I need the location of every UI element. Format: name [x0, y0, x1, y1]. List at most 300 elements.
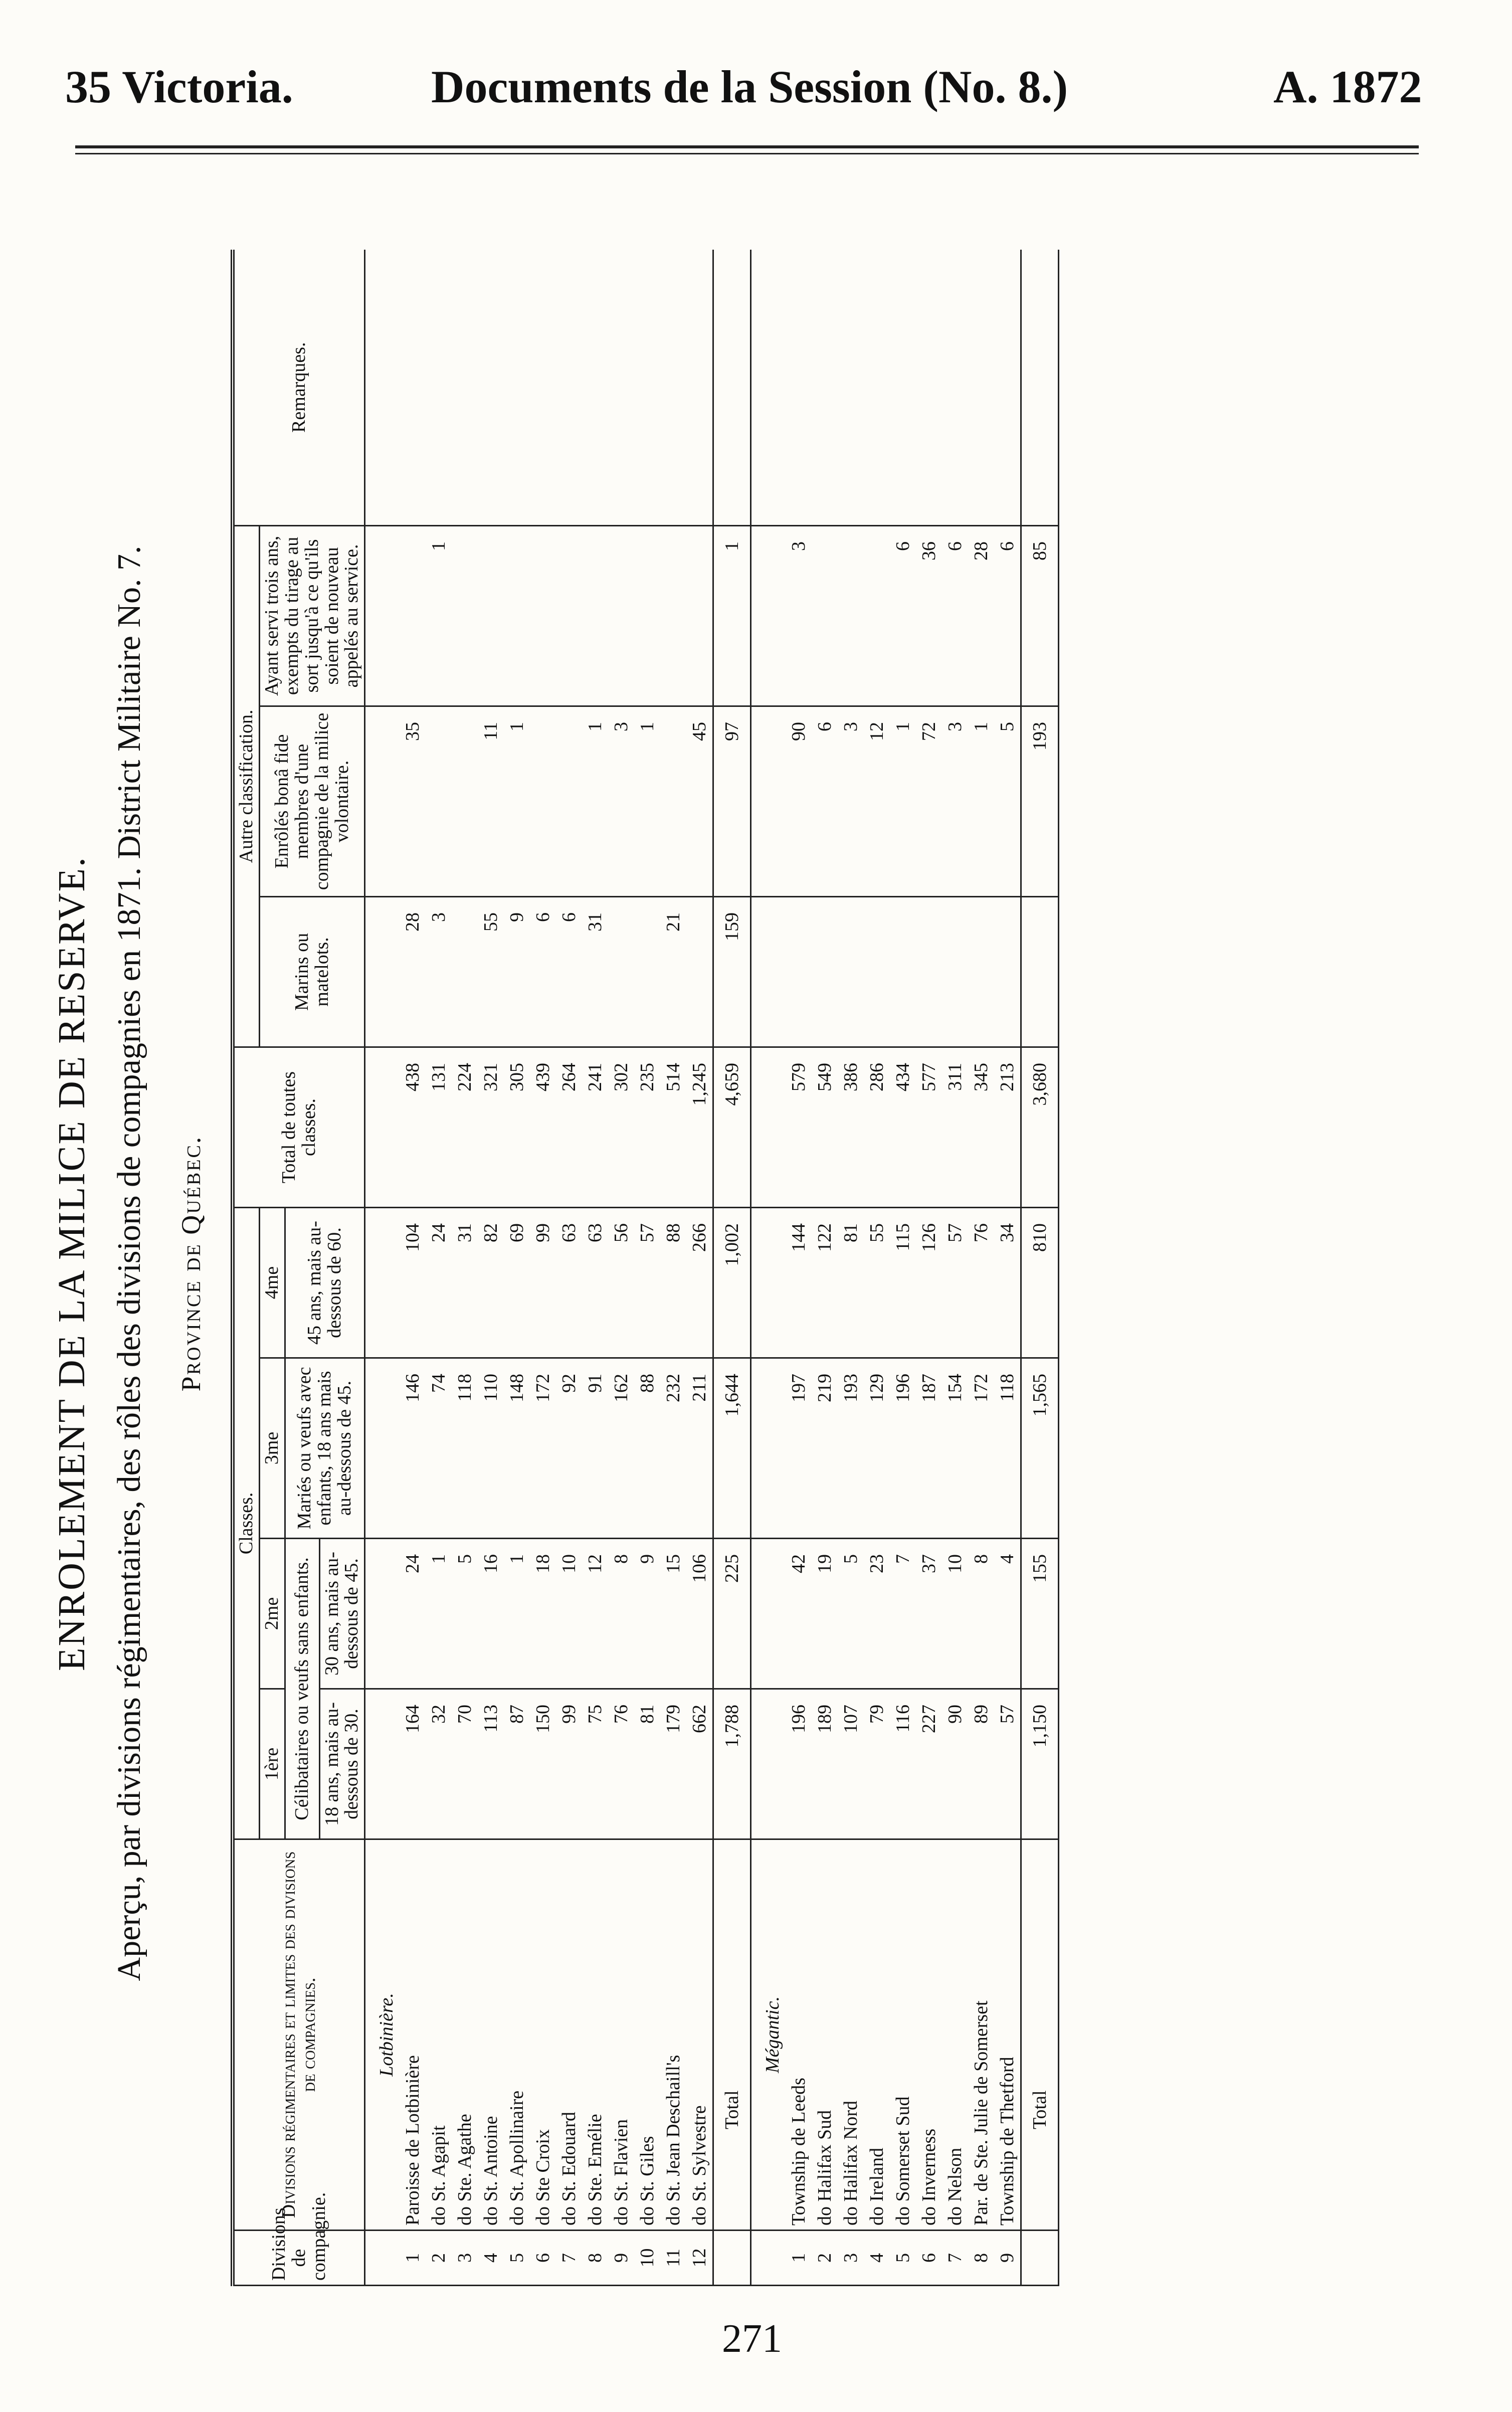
cell-enr: 90	[786, 706, 812, 897]
remarks-cell	[864, 250, 890, 525]
cell-ay: 1	[426, 525, 452, 706]
division-number: 3	[838, 2231, 864, 2286]
remarks-cell	[713, 250, 751, 525]
cell-c2: 16	[478, 1539, 504, 1689]
table-row	[660, 250, 686, 2285]
cell-c3: 74	[426, 1358, 452, 1539]
cell-ay	[812, 525, 838, 706]
cell-c2: 15	[660, 1539, 686, 1689]
classes-header: Classes.	[233, 1208, 259, 1839]
remarks-cell	[634, 250, 660, 525]
class1-header: 1ère	[259, 1689, 285, 1839]
cell-mar	[916, 897, 942, 1047]
table-body	[365, 250, 1059, 2285]
division-name: do Ste. Emélie	[582, 1839, 608, 2231]
remarks-cell	[994, 250, 1021, 525]
cell-tot: 131	[426, 1047, 452, 1208]
cell-tot: 305	[504, 1047, 530, 1208]
empty-cell	[751, 1208, 786, 1358]
total-tot: 4,659	[713, 1047, 751, 1208]
division-name: Township de Leeds	[786, 1839, 812, 2231]
cell-enr: 11	[478, 706, 504, 897]
remarks-cell	[916, 250, 942, 525]
cell-c2: 10	[942, 1539, 968, 1689]
header-rule	[75, 145, 1419, 148]
cell-c3: 146	[400, 1358, 426, 1539]
cell-c1: 179	[660, 1689, 686, 1839]
division-number: 9	[608, 2231, 634, 2286]
header-session: 35 Victoria.	[65, 61, 293, 112]
total-enr: 193	[1021, 706, 1059, 897]
cell-ay: 6	[890, 525, 916, 706]
cell-tot: 321	[478, 1047, 504, 1208]
cell-c3: 196	[890, 1358, 916, 1539]
total-c4: 1,002	[713, 1208, 751, 1358]
header-year: A. 1872	[1273, 61, 1422, 112]
cell-enr: 1	[890, 706, 916, 897]
cell-c1: 90	[942, 1689, 968, 1839]
cell-mar	[786, 897, 812, 1047]
table-row	[916, 250, 942, 2285]
division-number: 4	[478, 2231, 504, 2286]
empty-cell	[365, 1047, 400, 1208]
cell-enr: 5	[994, 706, 1021, 897]
cell-mar: 6	[556, 897, 582, 1047]
col-remarques-header: Remarques.	[233, 250, 365, 525]
class12-desc: Célibataires ou veufs sans enfants.	[285, 1539, 319, 1839]
cell-tot: 579	[786, 1047, 812, 1208]
remarks-cell	[582, 250, 608, 525]
col-names-header: Divisions régimentaires et limites des divisions de compagnies.	[233, 1839, 365, 2231]
cell-tot: 345	[968, 1047, 994, 1208]
cell-c4: 88	[660, 1208, 686, 1358]
division-number: 7	[556, 2231, 582, 2286]
cell-c1: 89	[968, 1689, 994, 1839]
total-c1: 1,150	[1021, 1689, 1059, 1839]
empty-cell	[751, 525, 786, 706]
cell-c3: 172	[530, 1358, 556, 1539]
division-number: 8	[968, 2231, 994, 2286]
remarks-cell	[530, 250, 556, 525]
cell-c4: 69	[504, 1208, 530, 1358]
cell-mar: 28	[400, 897, 426, 1047]
cell-enr	[660, 706, 686, 897]
cell-enr: 1	[634, 706, 660, 897]
cell-c4: 266	[686, 1208, 713, 1358]
remarks-cell	[786, 250, 812, 525]
total-label: Total	[713, 1839, 751, 2231]
remarks-cell	[686, 250, 713, 525]
class2-header: 2me	[259, 1539, 285, 1689]
cell-enr: 1	[582, 706, 608, 897]
class3-desc: Mariés ou veufs avec enfants, 18 ans mais au-dessous de 45.	[285, 1358, 365, 1539]
cell-tot: 241	[582, 1047, 608, 1208]
empty-cell	[1021, 2231, 1059, 2286]
total-c3: 1,644	[713, 1358, 751, 1539]
cell-c3: 172	[968, 1358, 994, 1539]
division-name: do St. Flavien	[608, 1839, 634, 2231]
division-name: do Ste Croix	[530, 1839, 556, 2231]
cell-enr: 72	[916, 706, 942, 897]
cell-c4: 76	[968, 1208, 994, 1358]
table-row	[426, 250, 452, 2285]
empty-cell	[751, 706, 786, 897]
table-row	[838, 250, 864, 2285]
cell-c3: 88	[634, 1358, 660, 1539]
cell-mar: 6	[530, 897, 556, 1047]
division-name: do St. Jean Deschaill's	[660, 1839, 686, 2231]
cell-mar	[608, 897, 634, 1047]
table-row	[504, 250, 530, 2285]
cell-enr: 3	[608, 706, 634, 897]
remarks-cell	[942, 250, 968, 525]
empty-cell	[751, 1047, 786, 1208]
cell-c2: 9	[634, 1539, 660, 1689]
cell-c3: 187	[916, 1358, 942, 1539]
cell-c1: 81	[634, 1689, 660, 1839]
cell-tot: 213	[994, 1047, 1021, 1208]
cell-mar: 21	[660, 897, 686, 1047]
cell-ay: 36	[916, 525, 942, 706]
cell-ay	[838, 525, 864, 706]
remarks-cell	[968, 250, 994, 525]
cell-tot: 311	[942, 1047, 968, 1208]
cell-c2: 18	[530, 1539, 556, 1689]
cell-c2: 8	[608, 1539, 634, 1689]
empty-cell	[365, 1689, 400, 1839]
cell-c4: 82	[478, 1208, 504, 1358]
cell-c3: 193	[838, 1358, 864, 1539]
division-name: do Halifax Nord	[838, 1839, 864, 2231]
cell-mar	[942, 897, 968, 1047]
table-row	[942, 250, 968, 2285]
empty-cell	[365, 2231, 400, 2286]
total-enr: 97	[713, 706, 751, 897]
empty-cell	[751, 1689, 786, 1839]
table-row	[890, 250, 916, 2285]
cell-c3: 91	[582, 1358, 608, 1539]
division-number: 1	[400, 2231, 426, 2286]
cell-tot: 549	[812, 1047, 838, 1208]
cell-c3: 118	[994, 1358, 1021, 1539]
table-subtitle: Aperçu, par divisions régimentaires, des rôles des divisions de compagnies en 1871. District Militaire No. 7.	[111, 545, 147, 1981]
cell-enr: 45	[686, 706, 713, 897]
division-name: Par. de Ste. Julie de Somerset	[968, 1839, 994, 2231]
col-total-header: Total de toutes classes.	[233, 1047, 365, 1208]
remarks-cell	[556, 250, 582, 525]
cell-c1: 227	[916, 1689, 942, 1839]
cell-ay: 6	[942, 525, 968, 706]
cell-enr: 1	[968, 706, 994, 897]
remarks-cell	[838, 250, 864, 525]
cell-ay	[608, 525, 634, 706]
table-row	[634, 250, 660, 2285]
remarks-cell	[504, 250, 530, 525]
table-row	[608, 250, 634, 2285]
remarks-cell	[812, 250, 838, 525]
cell-c4: 99	[530, 1208, 556, 1358]
division-number: 10	[634, 2231, 660, 2286]
cell-c4: 144	[786, 1208, 812, 1358]
class1-sub: 18 ans, mais au-dessous de 30.	[319, 1689, 365, 1839]
table-head	[233, 250, 365, 2285]
page-number: 271	[722, 2317, 782, 2361]
cell-c2: 42	[786, 1539, 812, 1689]
division-number: 3	[452, 2231, 478, 2286]
cell-tot: 224	[452, 1047, 478, 1208]
cell-ay: 28	[968, 525, 994, 706]
remarks-cell	[452, 250, 478, 525]
division-name: do Ireland	[864, 1839, 890, 2231]
cell-c2: 106	[686, 1539, 713, 1689]
cell-c1: 57	[994, 1689, 1021, 1839]
remarks-cell	[890, 250, 916, 525]
cell-c4: 63	[582, 1208, 608, 1358]
cell-tot: 1,245	[686, 1047, 713, 1208]
division-number: 1	[786, 2231, 812, 2286]
empty-cell	[713, 2231, 751, 2286]
cell-mar	[890, 897, 916, 1047]
division-name: do Somerset Sud	[890, 1839, 916, 2231]
cell-c4: 34	[994, 1208, 1021, 1358]
cell-enr: 6	[812, 706, 838, 897]
cell-c4: 57	[942, 1208, 968, 1358]
cell-c4: 115	[890, 1208, 916, 1358]
cell-mar	[968, 897, 994, 1047]
division-name: do St. Edouard	[556, 1839, 582, 2231]
class2-sub: 30 ans, mais au-dessous de 45.	[319, 1539, 365, 1689]
cell-c4: 63	[556, 1208, 582, 1358]
empty-cell	[751, 250, 786, 525]
cell-c1: 164	[400, 1689, 426, 1839]
section-name: Lotbinière.	[365, 1839, 400, 2231]
division-name: do St. Antoine	[478, 1839, 504, 2231]
total-row	[713, 250, 751, 2285]
enrolment-table	[231, 250, 1059, 2286]
cell-ay	[660, 525, 686, 706]
total-label: Total	[1021, 1839, 1059, 2231]
division-number: 6	[916, 2231, 942, 2286]
cell-c4: 24	[426, 1208, 452, 1358]
cell-ay: 6	[994, 525, 1021, 706]
division-number: 7	[942, 2231, 968, 2286]
cell-c1: 107	[838, 1689, 864, 1839]
col-divisions-header: Divisions de compagnie.	[233, 2231, 365, 2286]
cell-ay	[504, 525, 530, 706]
table-title: ENROLEMENT DE LA MILICE DE RESERVE.	[51, 856, 93, 1671]
section-heading-row	[751, 250, 786, 2285]
cell-c3: 154	[942, 1358, 968, 1539]
empty-cell	[365, 706, 400, 897]
cell-c3: 92	[556, 1358, 582, 1539]
cell-mar	[634, 897, 660, 1047]
table-row	[452, 250, 478, 2285]
division-number: 6	[530, 2231, 556, 2286]
class4-header: 4me	[259, 1208, 285, 1358]
total-c4: 810	[1021, 1208, 1059, 1358]
cell-c3: 211	[686, 1358, 713, 1539]
cell-c1: 76	[608, 1689, 634, 1839]
cell-tot: 514	[660, 1047, 686, 1208]
division-name: do Inverness	[916, 1839, 942, 2231]
table-row	[478, 250, 504, 2285]
total-c3: 1,565	[1021, 1358, 1059, 1539]
cell-ay	[400, 525, 426, 706]
remarks-cell	[608, 250, 634, 525]
cell-c3: 129	[864, 1358, 890, 1539]
section-heading-row	[365, 250, 400, 2285]
empty-cell	[365, 897, 400, 1047]
cell-tot: 438	[400, 1047, 426, 1208]
cell-c4: 122	[812, 1208, 838, 1358]
table-row	[812, 250, 838, 2285]
total-tot: 3,680	[1021, 1047, 1059, 1208]
cell-c1: 75	[582, 1689, 608, 1839]
cell-ay	[582, 525, 608, 706]
cell-c1: 87	[504, 1689, 530, 1839]
cell-c3: 232	[660, 1358, 686, 1539]
cell-c3: 118	[452, 1358, 478, 1539]
cell-c1: 99	[556, 1689, 582, 1839]
division-name: Township de Thetford	[994, 1839, 1021, 2231]
remarks-cell	[660, 250, 686, 525]
cell-enr: 35	[400, 706, 426, 897]
cell-mar	[838, 897, 864, 1047]
cell-enr	[426, 706, 452, 897]
division-name: do St. Agapit	[426, 1839, 452, 2231]
cell-c1: 189	[812, 1689, 838, 1839]
cell-mar: 9	[504, 897, 530, 1047]
cell-mar: 31	[582, 897, 608, 1047]
empty-cell	[751, 1358, 786, 1539]
class3-header: 3me	[259, 1358, 285, 1539]
col-marins-header: Marins ou matelots.	[259, 897, 364, 1047]
col-ayant-header: Ayant servi trois ans, exempts du tirage au sort jusqu'à ce qu'ils soient de nouveau appelés au service.	[259, 525, 364, 706]
cell-c4: 31	[452, 1208, 478, 1358]
cell-mar	[994, 897, 1021, 1047]
cell-tot: 434	[890, 1047, 916, 1208]
total-mar: 159	[713, 897, 751, 1047]
table-row	[400, 250, 426, 2285]
cell-c4: 56	[608, 1208, 634, 1358]
total-row	[1021, 250, 1059, 2285]
table-row	[556, 250, 582, 2285]
division-number: 8	[582, 2231, 608, 2286]
empty-cell	[365, 1358, 400, 1539]
cell-c1: 116	[890, 1689, 916, 1839]
total-c2: 225	[713, 1539, 751, 1689]
section-name: Mégantic.	[751, 1839, 786, 2231]
remarks-cell	[478, 250, 504, 525]
cell-ay	[530, 525, 556, 706]
total-c1: 1,788	[713, 1689, 751, 1839]
cell-enr	[530, 706, 556, 897]
cell-mar: 3	[426, 897, 452, 1047]
division-number: 2	[812, 2231, 838, 2286]
table-row	[686, 250, 713, 2285]
total-c2: 155	[1021, 1539, 1059, 1689]
header-title: Documents de la Session (No. 8.)	[431, 61, 1068, 112]
cell-ay: 3	[786, 525, 812, 706]
cell-c2: 5	[452, 1539, 478, 1689]
empty-cell	[365, 250, 400, 525]
cell-c2: 5	[838, 1539, 864, 1689]
division-name: do St. Sylvestre	[686, 1839, 713, 2231]
table-row	[994, 250, 1021, 2285]
cell-c1: 150	[530, 1689, 556, 1839]
cell-c3: 110	[478, 1358, 504, 1539]
empty-cell	[751, 1539, 786, 1689]
cell-c1: 32	[426, 1689, 452, 1839]
total-ay: 1	[713, 525, 751, 706]
table-row	[864, 250, 890, 2285]
cell-tot: 439	[530, 1047, 556, 1208]
cell-c2: 12	[582, 1539, 608, 1689]
cell-enr: 1	[504, 706, 530, 897]
cell-tot: 302	[608, 1047, 634, 1208]
cell-c2: 10	[556, 1539, 582, 1689]
cell-mar	[686, 897, 713, 1047]
division-number: 2	[426, 2231, 452, 2286]
cell-enr	[452, 706, 478, 897]
cell-c4: 104	[400, 1208, 426, 1358]
division-name: do St. Giles	[634, 1839, 660, 2231]
cell-mar	[864, 897, 890, 1047]
empty-cell	[365, 525, 400, 706]
cell-enr: 12	[864, 706, 890, 897]
table-row	[530, 250, 556, 2285]
cell-c3: 148	[504, 1358, 530, 1539]
division-name: do St. Apollinaire	[504, 1839, 530, 2231]
remarks-cell	[426, 250, 452, 525]
division-number: 9	[994, 2231, 1021, 2286]
cell-c2: 24	[400, 1539, 426, 1689]
cell-ay	[864, 525, 890, 706]
remarks-cell	[1021, 250, 1059, 525]
cell-c4: 55	[864, 1208, 890, 1358]
cell-c1: 196	[786, 1689, 812, 1839]
cell-ay	[556, 525, 582, 706]
division-name: Paroisse de Lotbinière	[400, 1839, 426, 2231]
cell-c4: 81	[838, 1208, 864, 1358]
cell-tot: 577	[916, 1047, 942, 1208]
cell-c2: 7	[890, 1539, 916, 1689]
cell-ay	[634, 525, 660, 706]
cell-c2: 37	[916, 1539, 942, 1689]
empty-cell	[751, 897, 786, 1047]
cell-enr: 3	[838, 706, 864, 897]
cell-ay	[686, 525, 713, 706]
cell-tot: 386	[838, 1047, 864, 1208]
cell-c2: 1	[504, 1539, 530, 1689]
cell-mar	[452, 897, 478, 1047]
cell-ay	[452, 525, 478, 706]
empty-cell	[365, 1539, 400, 1689]
division-number: 4	[864, 2231, 890, 2286]
cell-enr	[556, 706, 582, 897]
remarks-cell	[400, 250, 426, 525]
total-ay: 85	[1021, 525, 1059, 706]
rotated-table-block	[50, 241, 1429, 2286]
col-enroles-header: Enrôlés bonâ fide membres d'une compagnie de la milice volontaire.	[259, 706, 364, 897]
cell-c1: 70	[452, 1689, 478, 1839]
cell-tot: 235	[634, 1047, 660, 1208]
division-number: 5	[504, 2231, 530, 2286]
province-title: Province de Québec.	[176, 1135, 206, 1392]
empty-cell	[751, 2231, 786, 2286]
division-name: do Halifax Sud	[812, 1839, 838, 2231]
cell-tot: 286	[864, 1047, 890, 1208]
